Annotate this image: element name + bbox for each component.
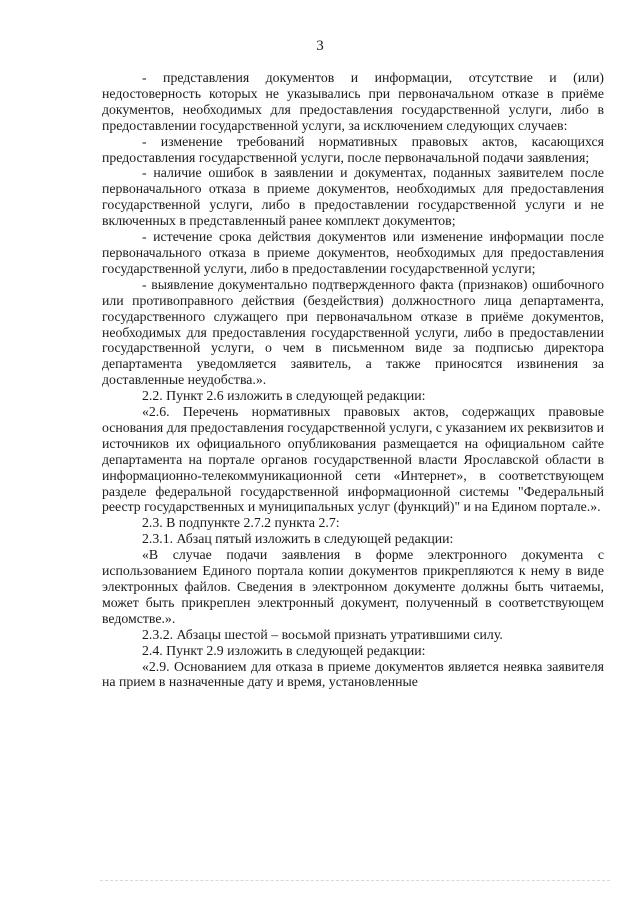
paragraph: «В случае подачи заявления в форме электронного документа с использованием Единого портала копии документов прикрепляются к нему в виде электронных файлов. Сведения в электронном документе должны быть читаемы, может быть прикреплен электронный документ, полученный в соответствующем ведомстве.». bbox=[102, 547, 604, 626]
scan-edge-divider bbox=[100, 880, 610, 881]
page-number: 3 bbox=[316, 38, 324, 54]
paragraph: - истечение срока действия документов или изменение информации после первоначального отказа в приеме документов, необходимых для предоставления государственной услуги, либо в предоставлении государственной услуги; bbox=[102, 229, 604, 276]
paragraph: «2.9. Основанием для отказа в приеме документов является неявка заявителя на прием в назначенные дату и время, установленные bbox=[102, 658, 604, 690]
paragraph: - представления документов и информации, отсутствие и (или) недостоверность которых не указывались при первоначальном отказе в приёме документов, необходимых для предоставления государственной услуги, либо в предоставлении государственной услуги, за исключением следующих случаев: bbox=[102, 70, 604, 133]
document-body bbox=[102, 70, 604, 690]
paragraph: - наличие ошибок в заявлении и документах, поданных заявителем после первоначального отказа в приеме документов, необходимых для предоставления государственной услуги, либо в предоставлении государственной услуги и не включенных в представленный ранее комплект документов; bbox=[102, 165, 604, 229]
paragraph: «2.6. Перечень нормативных правовых актов, содержащих правовые основания для предоставления государственной услуги, с указанием их реквизитов и источников их официального опубликования размещается на официальном сайте департамента на портале органов государственной власти Ярославской области в информационно-телекоммуникационной сети «Интернет», в соответствующем разделе федеральной государственной информационной системы "Федеральный реестр государственных и муниципальных услуг (функций)" и на Едином портале.». bbox=[102, 404, 604, 515]
paragraph: - выявление документально подтвержденного факта (признаков) ошибочного или противоправного действия (бездействия) должностного лица департамента, государственного служащего при первоначальном отказе в приёме документов, необходимых для предоставления государственной услуги, либо в предоставлении государственной услуги, о чем в письменном виде за подписью директора департамента уведомляется заявитель, а также приносятся извинения за доставленные неудобства.». bbox=[102, 276, 604, 388]
paragraph: 2.3. В подпункте 2.7.2 пункта 2.7: bbox=[142, 515, 340, 531]
paragraph: 2.3.1. Абзац пятый изложить в следующей редакции: bbox=[142, 531, 454, 547]
paragraph: 2.3.2. Абзацы шестой – восьмой признать утратившими силу. bbox=[142, 626, 503, 642]
paragraph: - изменение требований нормативных правовых актов, касающихся предоставления государственной услуги, после первоначальной подачи заявления; bbox=[102, 133, 604, 165]
paragraph: 2.2. Пункт 2.6 изложить в следующей редакции: bbox=[142, 388, 426, 404]
paragraph: 2.4. Пункт 2.9 изложить в следующей редакции: bbox=[142, 642, 426, 658]
